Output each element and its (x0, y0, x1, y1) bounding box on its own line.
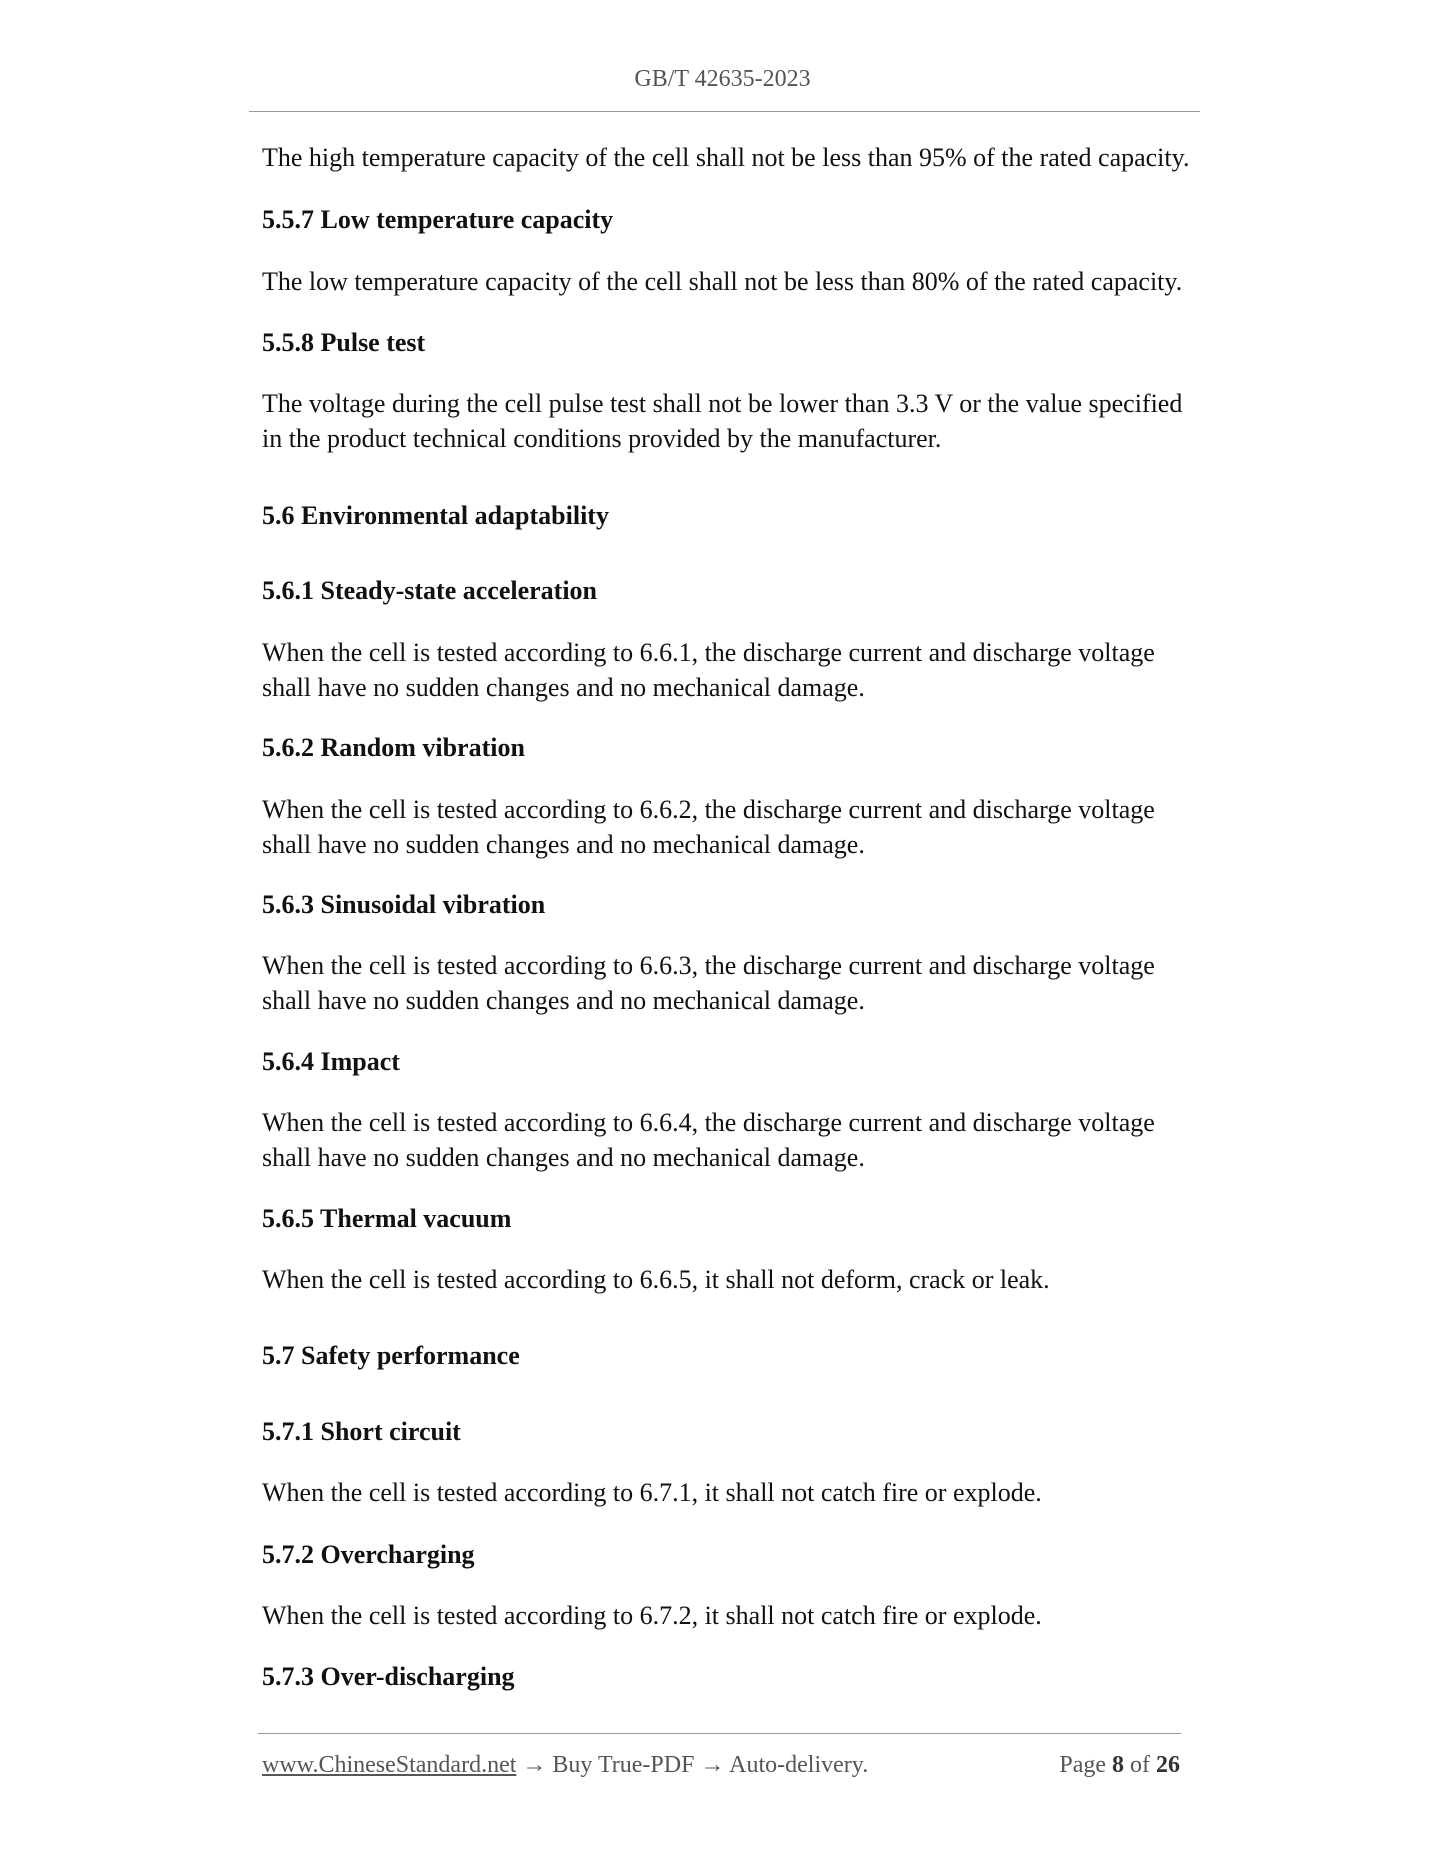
header-divider (249, 111, 1200, 112)
paragraph: When the cell is tested according to 6.7.2, it shall not catch fire or explode. (262, 1601, 1042, 1630)
paragraph: When the cell is tested according to 6.6.5, it shall not deform, crack or leak. (262, 1265, 1050, 1294)
footer-left (262, 1752, 868, 1779)
page-label: Page (1059, 1752, 1106, 1778)
paragraph: The low temperature capacity of the cell shall not be less than 80% of the rated capacity. (262, 267, 1183, 296)
paragraph: When the cell is tested according to 6.6.1, the discharge current and discharge voltage shall have no sudden changes and no mechanical damage. (262, 638, 1155, 702)
arrow-icon: → (700, 1752, 725, 1778)
section-heading: 5.7.2 Overcharging (262, 1540, 475, 1569)
section-heading: 5.7.3 Over-discharging (262, 1662, 515, 1691)
page-indicator (1059, 1752, 1180, 1779)
page-number: 8 (1112, 1752, 1124, 1778)
buy-pdf-text: Buy True-PDF (552, 1752, 695, 1778)
section-heading: 5.6.2 Random vibration (262, 733, 525, 762)
page-header: GB/T 42635-2023 (634, 66, 811, 92)
paragraph: When the cell is tested according to 6.6.3, the discharge current and discharge voltage shall have no sudden changes and no mechanical damage. (262, 951, 1155, 1015)
paragraph: When the cell is tested according to 6.6.4, the discharge current and discharge voltage shall have no sudden changes and no mechanical damage. (262, 1108, 1155, 1172)
section-heading: 5.6.5 Thermal vacuum (262, 1204, 512, 1233)
paragraph: The voltage during the cell pulse test shall not be lower than 3.3 V or the value specified in the product technical conditions provided by the manufacturer. (262, 389, 1183, 453)
footer-divider (258, 1733, 1181, 1734)
section-heading: 5.5.8 Pulse test (262, 328, 426, 357)
paragraph: The high temperature capacity of the cell shall not be less than 95% of the rated capacity. (262, 143, 1190, 172)
website-link[interactable]: www.ChineseStandard.net (262, 1752, 517, 1778)
delivery-text: Auto-delivery. (729, 1752, 869, 1778)
arrow-icon: → (522, 1752, 547, 1778)
total-pages: 26 (1156, 1752, 1180, 1778)
paragraph: When the cell is tested according to 6.6.2, the discharge current and discharge voltage shall have no sudden changes and no mechanical damage. (262, 795, 1155, 859)
section-heading: 5.6.4 Impact (262, 1047, 400, 1076)
paragraph: When the cell is tested according to 6.7.1, it shall not catch fire or explode. (262, 1478, 1042, 1507)
section-heading: 5.5.7 Low temperature capacity (262, 205, 614, 234)
section-heading: 5.6 Environmental adaptability (262, 501, 609, 530)
of-label: of (1130, 1752, 1150, 1778)
section-heading: 5.6.1 Steady-state acceleration (262, 576, 598, 605)
section-heading: 5.7.1 Short circuit (262, 1417, 461, 1446)
section-heading: 5.6.3 Sinusoidal vibration (262, 890, 546, 919)
section-heading: 5.7 Safety performance (262, 1341, 520, 1370)
